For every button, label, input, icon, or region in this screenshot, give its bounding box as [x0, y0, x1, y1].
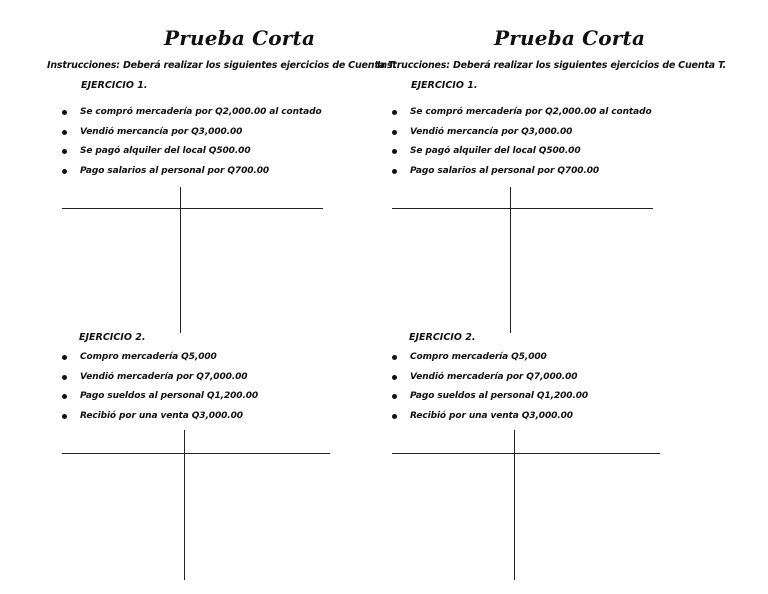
exercise-2-heading: EJERCICIO 2. — [79, 332, 146, 343]
list-item — [392, 410, 588, 430]
bullet-icon — [62, 149, 67, 154]
list-item-text: Compro mercadería Q5,000 — [410, 352, 547, 362]
list-item — [62, 106, 322, 126]
exercise-2-list — [62, 351, 258, 429]
instructions-text: Instrucciones: Deberá realizar los siguientes ejercicios de Cuenta T. — [47, 60, 397, 71]
bullet-icon — [392, 355, 397, 360]
list-item — [392, 145, 652, 165]
t-account-horizontal-line — [62, 208, 323, 209]
exercise-2-heading: EJERCICIO 2. — [409, 332, 476, 343]
bullet-icon — [392, 110, 397, 115]
bullet-icon — [62, 375, 67, 380]
t-account-vertical-line — [514, 430, 515, 580]
bullet-icon — [392, 169, 397, 174]
list-item-text: Pago salarios al personal por Q700.00 — [80, 165, 270, 176]
list-item — [62, 126, 322, 146]
t-account-horizontal-line — [62, 453, 330, 454]
bullet-icon — [392, 394, 397, 399]
list-item — [62, 351, 258, 371]
list-item-text: Compro mercadería Q5,000 — [80, 352, 217, 362]
list-item-text: Vendió mercadería por Q7,000.00 — [410, 371, 578, 382]
exercise-1-list — [62, 106, 322, 184]
bullet-icon — [62, 355, 67, 360]
list-item — [392, 126, 652, 146]
list-item — [392, 390, 588, 410]
bullet-icon — [392, 149, 397, 154]
list-item — [62, 390, 258, 410]
list-item — [392, 106, 652, 126]
list-item-text: Pago salarios al personal por Q700.00 — [410, 165, 600, 176]
list-item-text: Se compró mercadería por Q2,000.00 al contado — [410, 107, 652, 117]
t-account-vertical-line — [510, 187, 511, 333]
list-item-text: Recibió por una venta Q3,000.00 — [410, 410, 573, 421]
list-item-text: Vendió mercancía por Q3,000.00 — [80, 126, 243, 137]
list-item — [392, 165, 652, 185]
bullet-icon — [392, 414, 397, 419]
list-item — [392, 371, 588, 391]
list-item — [62, 145, 322, 165]
bullet-icon — [392, 375, 397, 380]
bullet-icon — [62, 414, 67, 419]
t-account-vertical-line — [184, 430, 185, 580]
list-item — [62, 371, 258, 391]
quiz-page-right — [330, 0, 727, 594]
list-item-text: Vendió mercancía por Q3,000.00 — [410, 126, 573, 137]
bullet-icon — [62, 110, 67, 115]
page-title: Prueba Corta — [494, 26, 646, 50]
bullet-icon — [62, 169, 67, 174]
exercise-2-list — [392, 351, 588, 429]
list-item-text: Vendió mercadería por Q7,000.00 — [80, 371, 248, 382]
instructions-text: Instrucciones: Deberá realizar los siguientes ejercicios de Cuenta T. — [377, 60, 727, 71]
t-account-horizontal-line — [392, 208, 653, 209]
exercise-1-list — [392, 106, 652, 184]
page-title: Prueba Corta — [164, 26, 316, 50]
list-item — [62, 165, 322, 185]
list-item-text: Pago sueldos al personal Q1,200.00 — [80, 391, 259, 401]
t-account-vertical-line — [180, 187, 181, 333]
list-item-text: Pago sueldos al personal Q1,200.00 — [410, 391, 589, 401]
bullet-icon — [62, 394, 67, 399]
list-item-text: Se pagó alquiler del local Q500.00 — [80, 146, 251, 156]
list-item — [392, 351, 588, 371]
list-item-text: Se pagó alquiler del local Q500.00 — [410, 146, 581, 156]
bullet-icon — [62, 130, 67, 135]
t-account-horizontal-line — [392, 453, 660, 454]
list-item-text: Se compró mercadería por Q2,000.00 al contado — [80, 107, 322, 117]
exercise-1-heading: EJERCICIO 1. — [411, 80, 478, 91]
bullet-icon — [392, 130, 397, 135]
list-item — [62, 410, 258, 430]
exercise-1-heading: EJERCICIO 1. — [81, 80, 148, 91]
list-item-text: Recibió por una venta Q3,000.00 — [80, 410, 243, 421]
